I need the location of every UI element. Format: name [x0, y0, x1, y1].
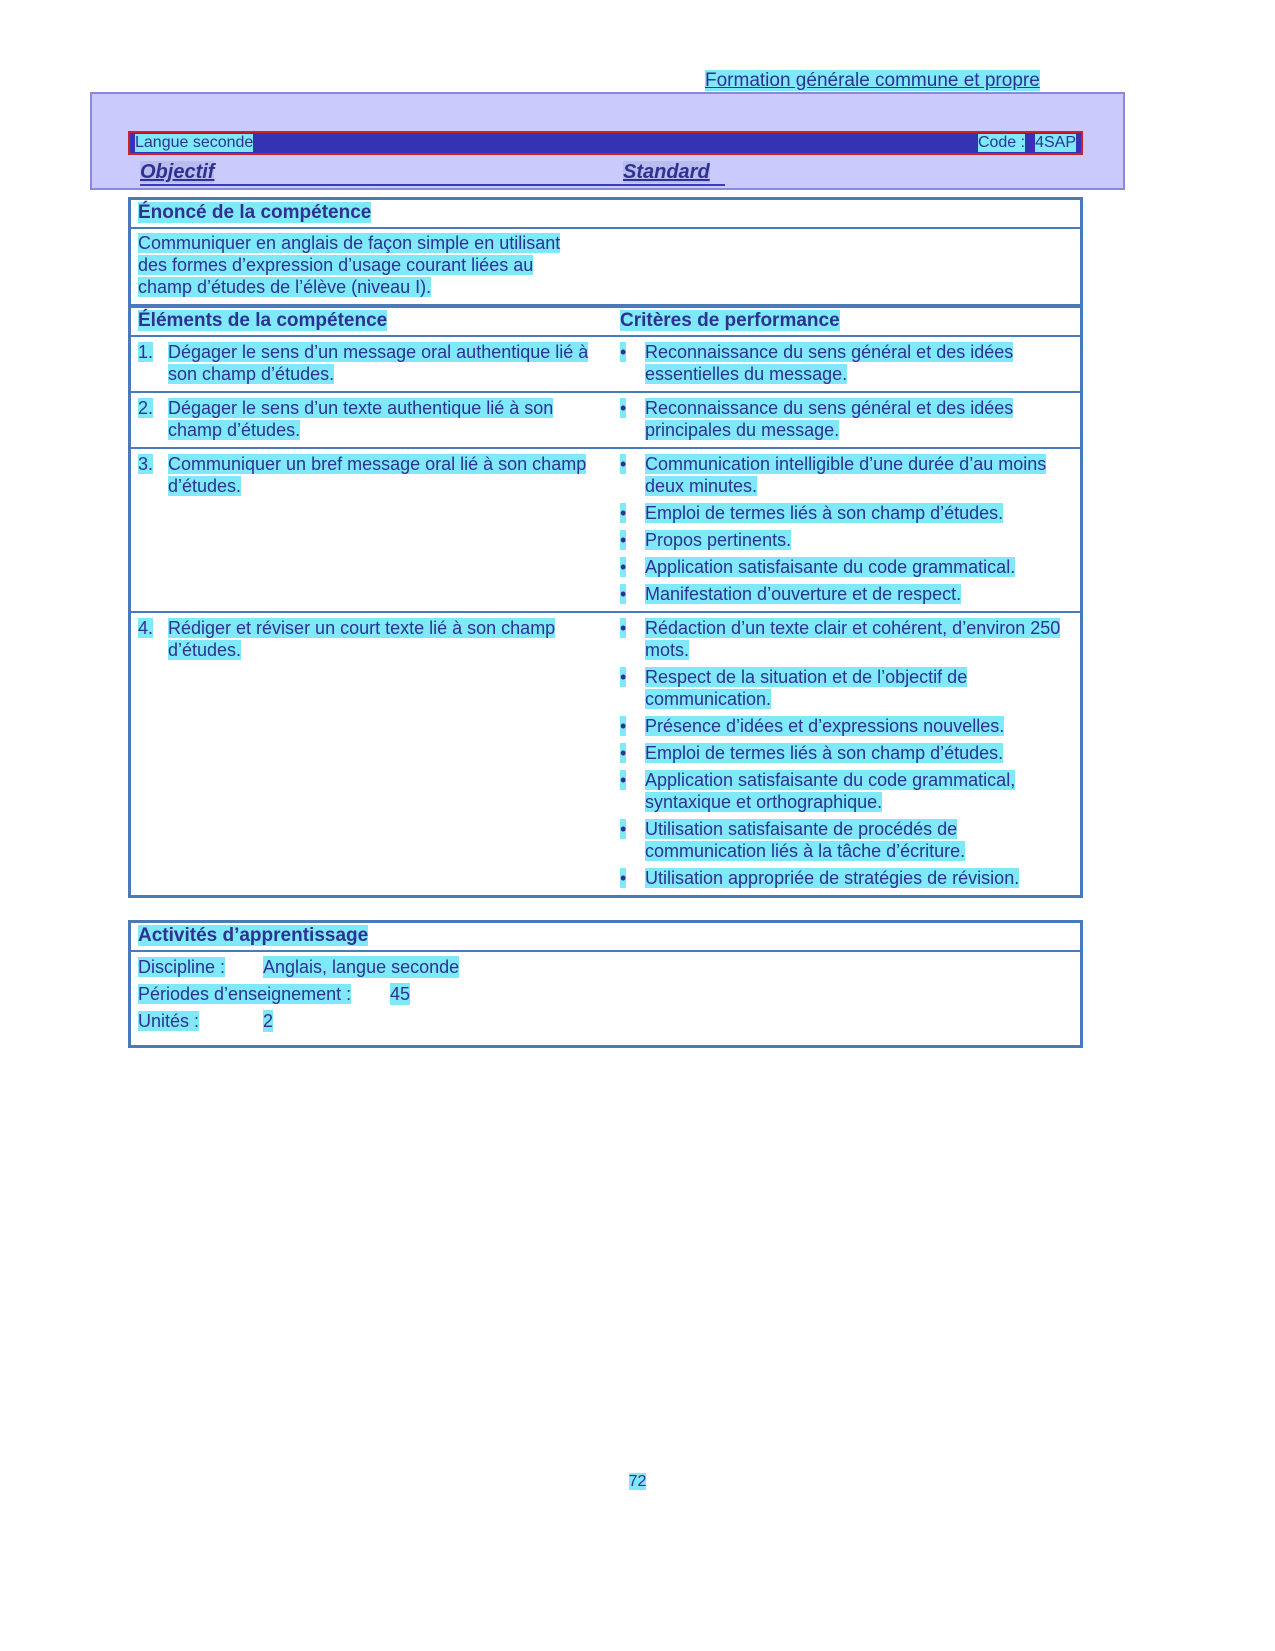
competence-table-header: [131, 308, 1080, 337]
element-text: Communiquer un bref message oral lié à son champ d’études.: [168, 454, 587, 496]
discipline-label: Discipline :: [138, 957, 226, 977]
criteria-text: Application satisfaisante du code grammatical, syntaxique et orthographique.: [645, 770, 1016, 812]
criteria-text: Utilisation satisfaisante de procédés de communication liés à la tâche d’écriture.: [645, 819, 966, 861]
bullet-glyph: •: [620, 530, 627, 550]
criteria-item: [620, 583, 1080, 605]
item-number-text: 2.: [138, 398, 154, 418]
enonce-section: [128, 197, 1083, 307]
criteria-item: [620, 666, 1080, 710]
enonce-title: [131, 200, 1080, 229]
criteria-text-block: [645, 715, 1004, 737]
bullet-glyph: •: [620, 819, 627, 839]
code-value: 4SAP: [1035, 134, 1076, 151]
criteria-item: [620, 341, 1080, 385]
criteria-item: [620, 715, 1080, 737]
element-cell: [131, 617, 620, 889]
criteria-text-block: [645, 556, 1015, 578]
elements-header-text: Éléments de la compétence: [138, 310, 388, 331]
criteria-item: [620, 397, 1080, 441]
bullet-glyph: •: [620, 503, 627, 523]
criteria-cell: [620, 341, 1080, 385]
table-row: [131, 447, 1080, 611]
page-header-text: Formation générale commune et propre: [705, 70, 1040, 91]
activites-title: [131, 923, 1080, 952]
criteria-text-block: [645, 818, 1075, 862]
page-number-text: 72: [628, 1473, 647, 1490]
discipline-row: [131, 956, 1080, 983]
criteria-item: [620, 818, 1080, 862]
periodes-label: Périodes d’enseignement :: [138, 984, 352, 1004]
element-text-block: [168, 617, 593, 661]
standard-label-text: Standard: [623, 161, 710, 183]
bullet-icon: [620, 818, 645, 840]
title-panel: [90, 92, 1125, 190]
item-number: [138, 397, 168, 419]
criteria-text: Reconnaissance du sens général et des idées essentielles du message.: [645, 342, 1014, 384]
bullet-icon: [620, 556, 645, 578]
bullet-glyph: •: [620, 868, 627, 888]
bullet-icon: [620, 666, 645, 688]
element-text-block: [168, 341, 593, 385]
bullet-icon: [620, 769, 645, 791]
criteria-item: [620, 556, 1080, 578]
item-number: [138, 453, 168, 475]
bullet-icon: [620, 742, 645, 764]
criteria-text: Manifestation d’ouverture et de respect.: [645, 584, 962, 604]
bullet-icon: [620, 715, 645, 737]
criteria-item: [620, 529, 1080, 551]
criteria-text-block: [645, 666, 1075, 710]
enonce-title-text: Énoncé de la compétence: [138, 202, 372, 223]
criteria-text: Présence d’idées et d’expressions nouvelles.: [645, 716, 1005, 736]
unites-label: Unités :: [138, 1011, 200, 1031]
subject-banner: [128, 131, 1083, 155]
criteria-text-block: [645, 769, 1075, 813]
criteria-text: Communication intelligible d’une durée d’au moins deux minutes.: [645, 454, 1047, 496]
activites-body: [131, 952, 1080, 1045]
bullet-glyph: •: [620, 743, 627, 763]
bullet-glyph: •: [620, 618, 627, 638]
bullet-icon: [620, 529, 645, 551]
objectif-label-text: Objectif: [140, 161, 215, 183]
item-number: [138, 617, 168, 639]
criteria-item: [620, 867, 1080, 889]
unites-value: 2: [263, 1011, 274, 1031]
page-number: [0, 1472, 1275, 1492]
criteria-text: Emploi de termes liés à son champ d’études.: [645, 503, 1004, 523]
element-text: Dégager le sens d’un texte authentique lié à son champ d’études.: [168, 398, 554, 440]
bullet-glyph: •: [620, 770, 627, 790]
element-cell: [131, 341, 620, 385]
bullet-icon: [620, 867, 645, 889]
table-row: [131, 611, 1080, 895]
bullet-glyph: •: [620, 584, 627, 604]
enonce-text-block: [138, 232, 585, 298]
criteria-text-block: [645, 529, 791, 551]
bullet-icon: [620, 583, 645, 605]
criteria-item: [620, 502, 1080, 524]
criteria-text: Respect de la situation et de l’objectif de communication.: [645, 667, 968, 709]
criteria-text: Propos pertinents.: [645, 530, 792, 550]
bullet-icon: [620, 397, 645, 419]
item-number-text: 1.: [138, 342, 154, 362]
bullet-glyph: •: [620, 454, 627, 474]
activites-title-text: Activités d’apprentissage: [138, 925, 369, 946]
item-number: [138, 341, 168, 363]
competence-table: [128, 305, 1083, 898]
criteria-cell: [620, 617, 1080, 889]
objectif-standard-row: [140, 160, 725, 186]
bullet-icon: [620, 502, 645, 524]
criteria-text-block: [645, 617, 1075, 661]
criteria-item: [620, 617, 1080, 661]
table-row: [131, 337, 1080, 391]
code-group: [978, 134, 1076, 152]
criteria-text-block: [645, 453, 1075, 497]
bullet-icon: [620, 453, 645, 475]
periodes-row: [131, 983, 1080, 1010]
criteria-text-block: [645, 502, 1003, 524]
element-text: Rédiger et réviser un court texte lié à son champ d’études.: [168, 618, 556, 660]
criteria-cell: [620, 453, 1080, 605]
criteria-item: [620, 742, 1080, 764]
bullet-glyph: •: [620, 342, 627, 362]
unites-row: [131, 1010, 1080, 1037]
criteria-text: Reconnaissance du sens général et des idées principales du message.: [645, 398, 1014, 440]
element-cell: [131, 397, 620, 441]
enonce-text: Communiquer en anglais de façon simple en utilisant des formes d’expression d’usage courant liées au champ d’études de l’élève (niveau I).: [138, 233, 561, 297]
criteria-text-block: [645, 397, 1075, 441]
criteria-text-block: [645, 742, 1003, 764]
discipline-value: Anglais, langue seconde: [263, 957, 460, 977]
subject-label: Langue seconde: [135, 134, 254, 151]
bullet-glyph: •: [620, 667, 627, 687]
element-text-block: [168, 397, 593, 441]
bullet-glyph: •: [620, 557, 627, 577]
criteria-cell: [620, 397, 1080, 441]
element-text: Dégager le sens d’un message oral authentique lié à son champ d’études.: [168, 342, 589, 384]
item-number-text: 4.: [138, 618, 154, 638]
periodes-value: 45: [390, 984, 411, 1004]
element-text-block: [168, 453, 593, 497]
criteres-header-text: Critères de performance: [620, 310, 840, 331]
activites-section: [128, 920, 1083, 1048]
criteria-text: Utilisation appropriée de stratégies de révision.: [645, 868, 1020, 888]
enonce-body: [131, 229, 1080, 304]
criteria-text: Application satisfaisante du code grammatical.: [645, 557, 1016, 577]
objectif-label: [140, 160, 214, 184]
criteria-item: [620, 453, 1080, 497]
criteria-text-block: [645, 583, 961, 605]
criteria-text-block: [645, 341, 1075, 385]
criteria-text-block: [645, 867, 1019, 889]
criteria-text: Emploi de termes liés à son champ d’études.: [645, 743, 1004, 763]
bullet-glyph: •: [620, 398, 627, 418]
table-row: [131, 391, 1080, 447]
elements-header-cell: [131, 310, 620, 332]
item-number-text: 3.: [138, 454, 154, 474]
code-label: Code :: [977, 134, 1026, 151]
bullet-icon: [620, 341, 645, 363]
criteria-item: [620, 769, 1080, 813]
standard-label: [623, 160, 710, 184]
bullet-glyph: •: [620, 716, 627, 736]
page-header: [705, 70, 1040, 92]
criteres-header-cell: [620, 310, 1080, 332]
bullet-icon: [620, 617, 645, 639]
element-cell: [131, 453, 620, 605]
criteria-text: Rédaction d’un texte clair et cohérent, d’environ 250 mots.: [645, 618, 1061, 660]
